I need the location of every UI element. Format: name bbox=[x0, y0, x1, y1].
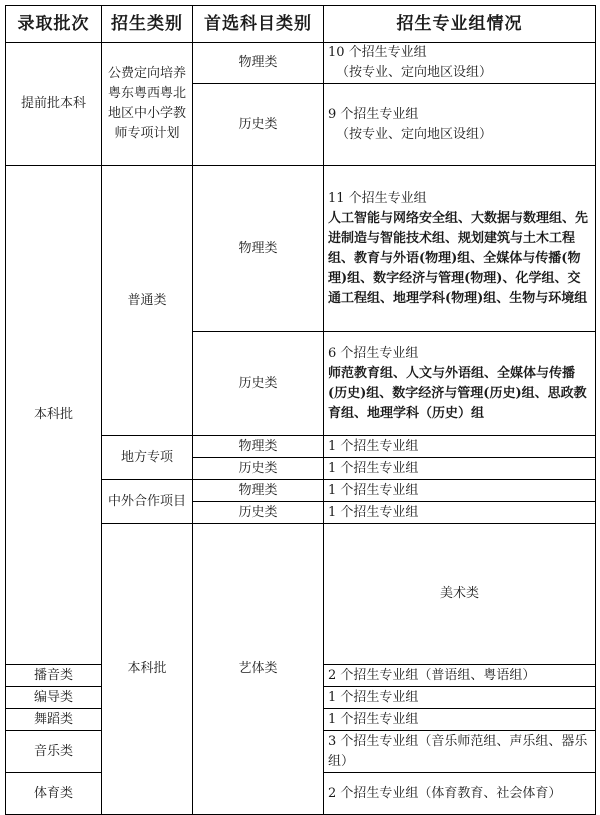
groups-cell bbox=[324, 43, 596, 84]
group-count: 10 个招生专业组 bbox=[328, 45, 427, 60]
group-count: 11 个招生专业组 bbox=[328, 190, 427, 206]
groups-cell: 1 个招生专业组 bbox=[324, 709, 596, 731]
subject-cell: 物理类 bbox=[193, 436, 324, 458]
batch-cell-undergrad: 本科批 bbox=[6, 166, 102, 665]
header-groups: 招生专业组情况 bbox=[324, 6, 596, 43]
category-cell-general: 普通类 bbox=[102, 166, 193, 436]
subject-cell: 舞蹈类 bbox=[6, 709, 102, 731]
subject-cell: 历史类 bbox=[193, 502, 324, 524]
subject-cell: 物理类 bbox=[193, 480, 324, 502]
subject-cell: 历史类 bbox=[193, 458, 324, 480]
subject-cell: 物理类 bbox=[193, 43, 324, 84]
groups-cell: 2 个招生专业组（体育教育、社会体育） bbox=[324, 773, 596, 815]
groups-cell: 1 个招生专业组 bbox=[324, 436, 596, 458]
groups-cell: 1 个招生专业组 bbox=[324, 502, 596, 524]
subject-cell: 播音类 bbox=[6, 665, 102, 687]
groups-cell: 1 个招生专业组 bbox=[324, 687, 596, 709]
category-cell-teacher-program: 公费定向培养粤东粤西粤北地区中小学教师专项计划 bbox=[102, 43, 193, 166]
groups-cell bbox=[324, 166, 596, 332]
category-cell-arts-sports: 艺体类 bbox=[193, 524, 324, 815]
batch-cell-undergrad-arts: 本科批 bbox=[102, 524, 193, 815]
category-cell-local: 地方专项 bbox=[102, 436, 193, 480]
header-category: 招生类别 bbox=[102, 6, 193, 43]
header-row bbox=[6, 6, 596, 43]
group-detail: 师范教育组、人文与外语组、全媒体与传播(历史)组、数字经济与管理(历史)组、思政教育组、地理学科（历史）组 bbox=[328, 365, 587, 421]
header-subject: 首选科目类别 bbox=[193, 6, 324, 43]
header-batch: 录取批次 bbox=[6, 6, 102, 43]
group-count: 6 个招生专业组 bbox=[328, 345, 419, 361]
subject-cell: 音乐类 bbox=[6, 731, 102, 773]
group-detail: （按专业、定向地区设组） bbox=[336, 126, 493, 142]
subject-cell: 体育类 bbox=[6, 773, 102, 815]
group-count: 9 个招生专业组 bbox=[328, 106, 419, 122]
table-row bbox=[6, 166, 596, 332]
groups-cell: 3 个招生专业组（音乐师范组、声乐组、器乐组） bbox=[324, 731, 596, 773]
groups-cell: 1 个招生专业组 bbox=[324, 458, 596, 480]
groups-cell bbox=[324, 332, 596, 436]
groups-cell bbox=[324, 84, 596, 166]
category-cell-sino-foreign: 中外合作项目 bbox=[102, 480, 193, 524]
subject-cell: 编导类 bbox=[6, 687, 102, 709]
groups-cell: 1 个招生专业组 bbox=[324, 480, 596, 502]
subject-cell: 历史类 bbox=[193, 332, 324, 436]
table-row bbox=[6, 43, 596, 84]
group-detail: 人工智能与网络安全组、大数据与数理组、先进制造与智能技术组、规划建筑与土木工程组、教育与外语(物理)组、全媒体与传播(物理)组、数字经济与管理(物理)、化学组、交通工程组、地理学科(物理)组、生物与环境组 bbox=[328, 210, 589, 306]
enrollment-table bbox=[5, 5, 596, 815]
subject-cell: 历史类 bbox=[193, 84, 324, 166]
batch-cell-early: 提前批本科 bbox=[6, 43, 102, 166]
groups-cell: 2 个招生专业组（普语组、粤语组） bbox=[324, 665, 596, 687]
group-detail: （按专业、定向地区设组） bbox=[336, 65, 493, 80]
subject-cell: 美术类 bbox=[324, 524, 596, 665]
subject-cell: 物理类 bbox=[193, 166, 324, 332]
